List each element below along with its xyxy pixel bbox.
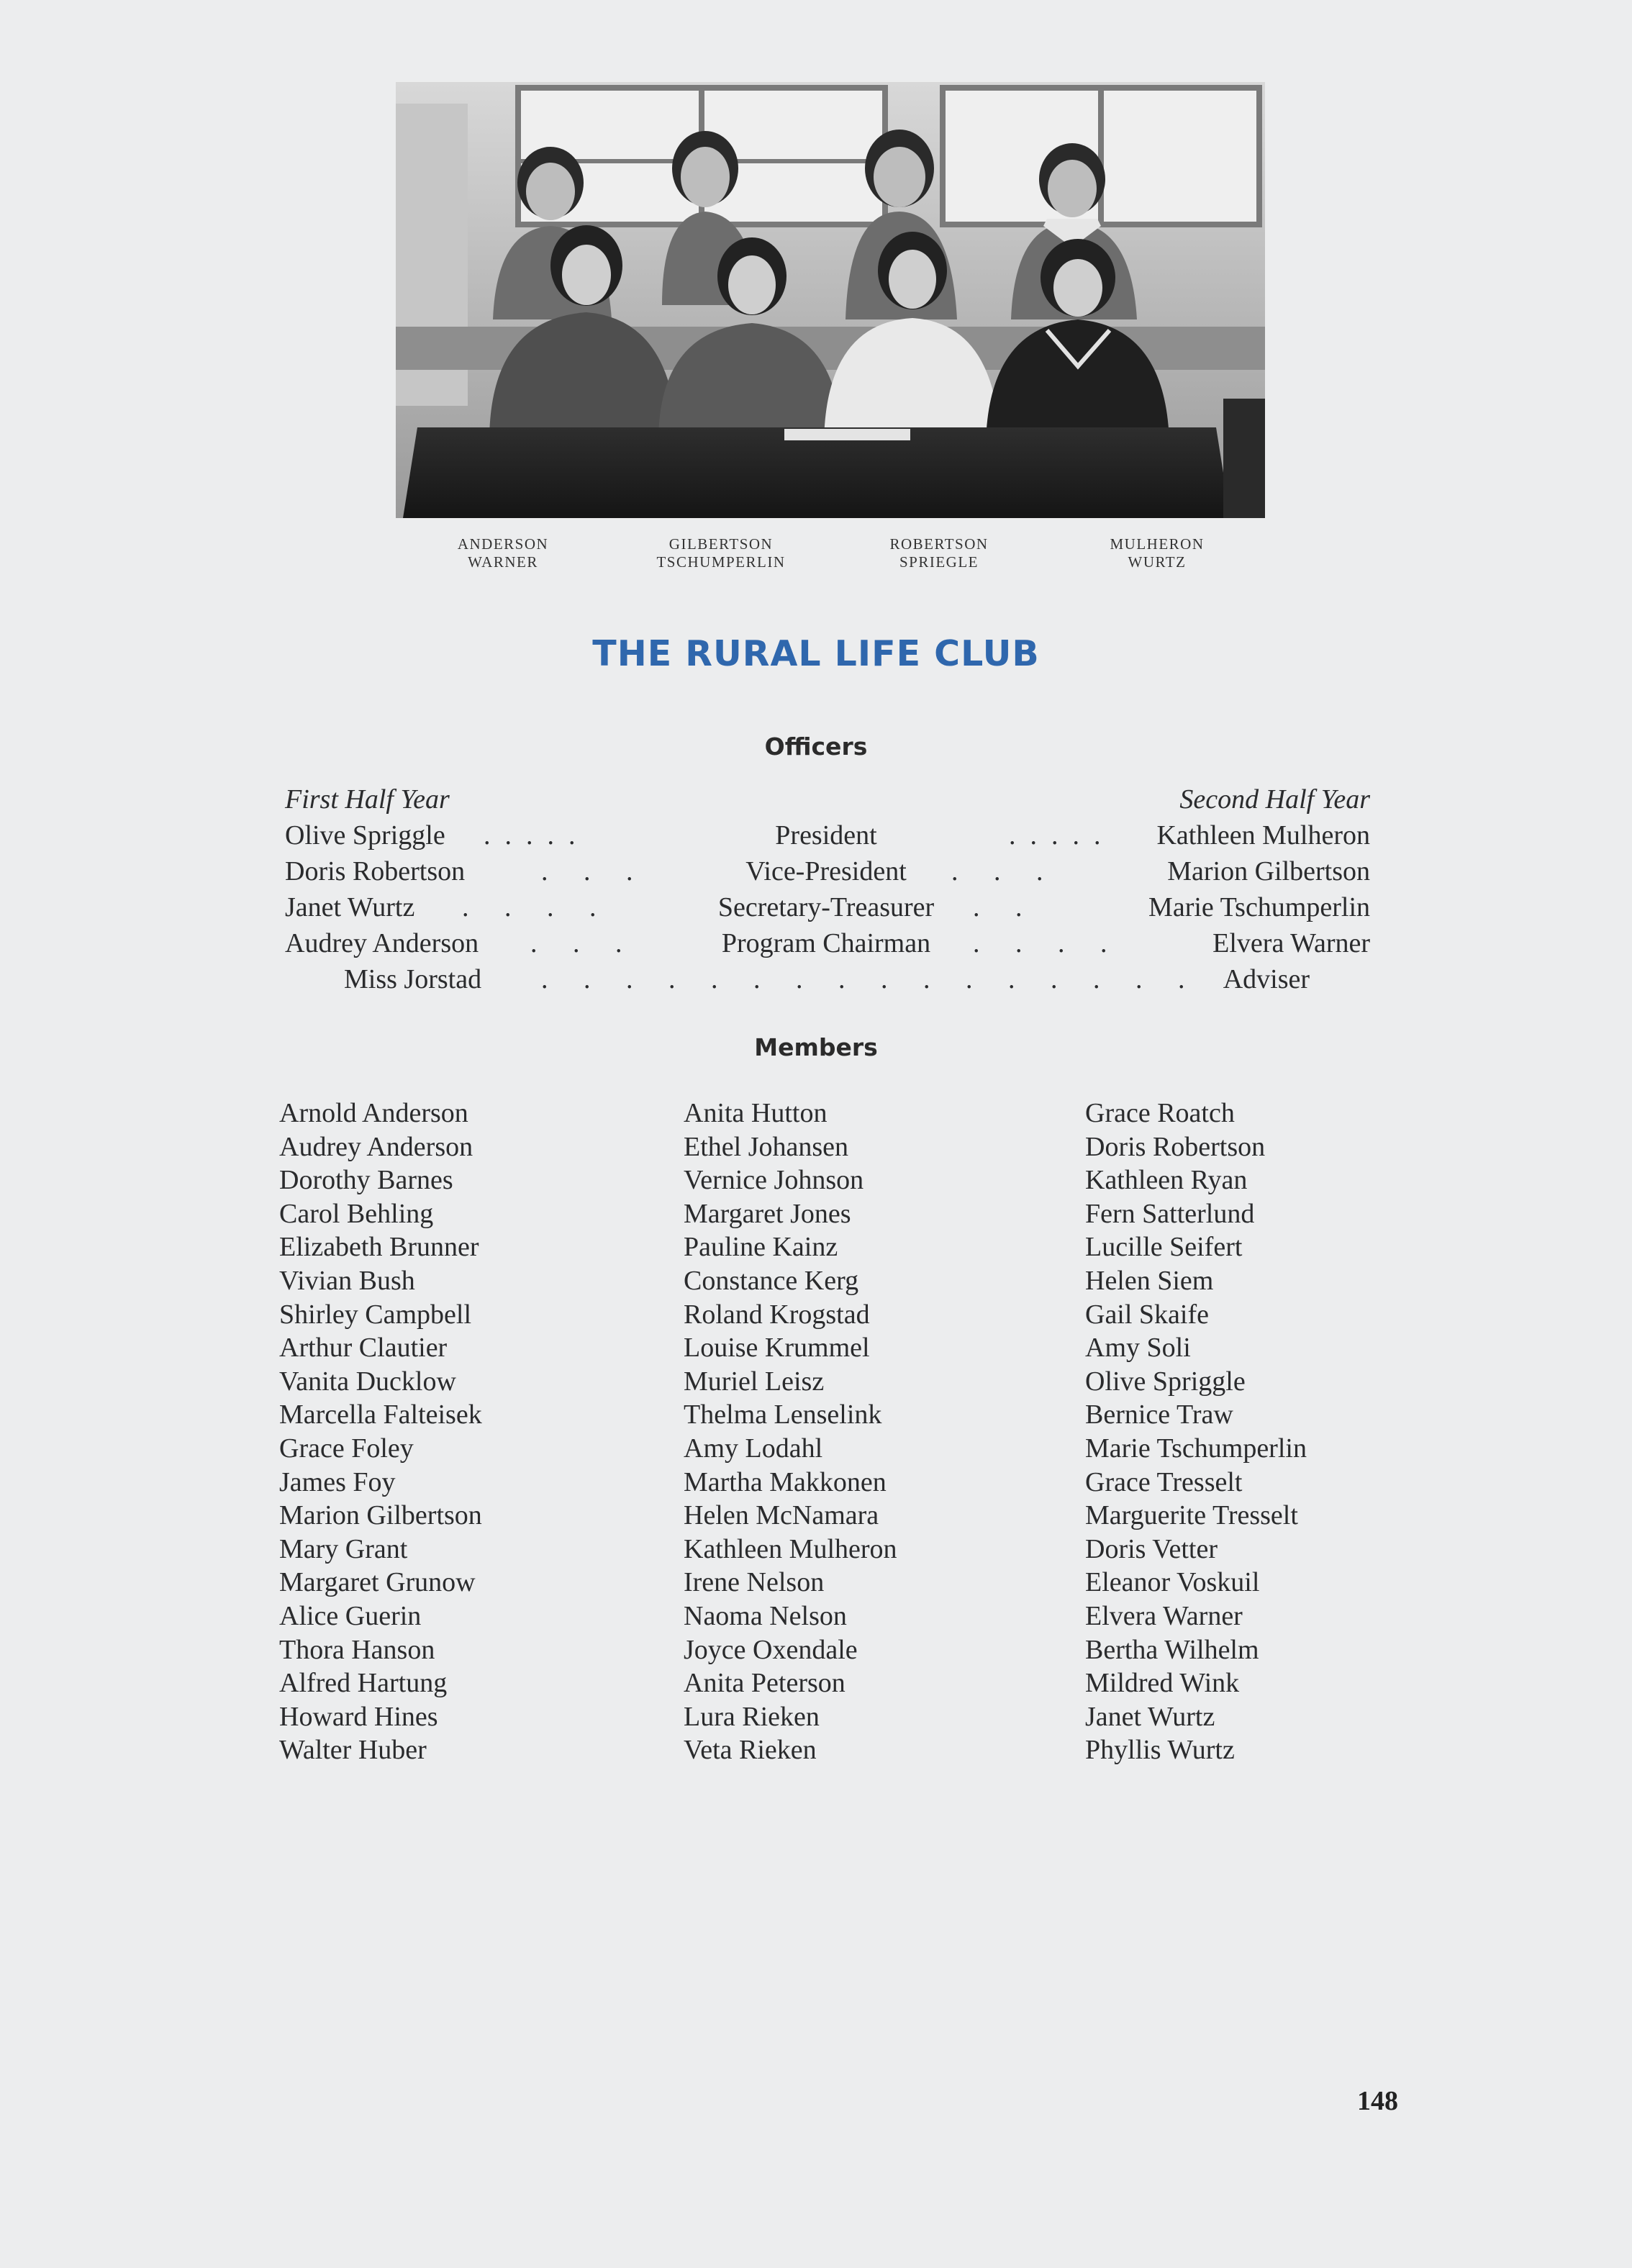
officer-office: Vice-President — [745, 856, 907, 886]
member-name: Veta Rieken — [684, 1735, 817, 1766]
member-name: Joyce Oxendale — [684, 1634, 858, 1665]
member-name: Amy Lodahl — [684, 1433, 823, 1464]
leader-dots: . . . — [951, 856, 1058, 886]
leader-dots: . . . . — [462, 892, 611, 922]
officer-first-half: Olive Spriggle — [285, 820, 445, 850]
member-name: Alfred Hartung — [279, 1668, 448, 1699]
officer-second-half: Kathleen Mulheron — [1156, 820, 1370, 850]
leader-dots: ..... — [484, 820, 590, 850]
member-name: Helen McNamara — [684, 1500, 879, 1531]
member-name: Constance Kerg — [684, 1265, 859, 1296]
member-name: Elizabeth Brunner — [279, 1232, 479, 1263]
member-name: Kathleen Mulheron — [684, 1533, 897, 1564]
member-name: Grace Roatch — [1085, 1098, 1235, 1128]
caption-3-bottom: SPRIEGLE — [899, 553, 979, 571]
caption-2 — [613, 535, 829, 571]
member-name: Fern Satterlund — [1085, 1198, 1255, 1229]
page-title: THE RURAL LIFE CLUB — [592, 633, 1040, 674]
officer-first-half: Doris Robertson — [285, 856, 466, 886]
member-name: Shirley Campbell — [279, 1299, 472, 1330]
caption-2-top: GILBERTSON — [668, 535, 774, 553]
member-name: Helen Siem — [1085, 1265, 1214, 1296]
page-number: 148 — [1357, 2086, 1398, 2116]
adviser-row — [282, 961, 1370, 997]
leader-dots: . . . — [530, 928, 637, 958]
member-name: Audrey Anderson — [279, 1131, 473, 1162]
member-name: Phyllis Wurtz — [1085, 1735, 1235, 1766]
member-name: Gail Skaife — [1085, 1299, 1210, 1330]
caption-2-bottom: TSCHUMPERLIN — [656, 553, 786, 571]
member-name: Thelma Lenselink — [684, 1400, 882, 1430]
member-name: Irene Nelson — [684, 1567, 825, 1598]
member-name: Grace Foley — [279, 1433, 414, 1464]
member-name: Marcella Falteisek — [279, 1400, 482, 1430]
caption-3 — [831, 535, 1047, 571]
member-name: Bernice Traw — [1085, 1400, 1233, 1430]
member-name: Louise Krummel — [684, 1333, 870, 1364]
leader-dots: . . . . — [973, 928, 1122, 958]
member-name: Roland Krogstad — [684, 1299, 870, 1330]
member-name: Martha Makkonen — [684, 1466, 887, 1497]
officers-header-row — [282, 781, 1370, 817]
member-name: Vernice Johnson — [684, 1165, 864, 1196]
member-name: James Foy — [279, 1466, 396, 1497]
member-name: Howard Hines — [279, 1701, 438, 1732]
leader-dots: ..... — [1009, 820, 1115, 850]
caption-1 — [395, 535, 611, 571]
member-name: Thora Hanson — [279, 1634, 435, 1665]
caption-1-top: ANDERSON — [457, 535, 549, 553]
leader-dots: . . . — [541, 856, 648, 886]
caption-4-top: MULHERON — [1110, 535, 1205, 553]
member-name: Muriel Leisz — [684, 1366, 825, 1397]
member-name: Vanita Ducklow — [279, 1366, 456, 1397]
officer-office: Secretary-Treasurer — [717, 892, 935, 922]
member-name: Margaret Jones — [684, 1198, 851, 1229]
caption-4 — [1049, 535, 1265, 571]
caption-3-top: ROBERTSON — [889, 535, 989, 553]
member-name: Alice Guerin — [279, 1600, 422, 1631]
members-column-2 — [684, 1097, 1058, 1767]
member-name: Dorothy Barnes — [279, 1165, 453, 1196]
members-column-3 — [1085, 1097, 1459, 1767]
members-column-1 — [279, 1097, 653, 1767]
member-name: Naoma Nelson — [684, 1600, 847, 1631]
member-name: Amy Soli — [1085, 1333, 1191, 1364]
officer-first-half: Audrey Anderson — [285, 928, 479, 958]
member-name: Anita Peterson — [684, 1668, 846, 1699]
officers-heading: Officers — [764, 732, 868, 761]
officer-row — [282, 925, 1370, 961]
officer-row — [282, 853, 1370, 889]
officers-table — [282, 781, 1370, 997]
member-name: Ethel Johansen — [684, 1131, 849, 1162]
member-name: Olive Spriggle — [1085, 1366, 1246, 1397]
member-name: Eleanor Voskuil — [1085, 1567, 1260, 1598]
leader-dots: . . . . . . . . . . . . . . . . — [541, 964, 1200, 994]
member-name: Walter Huber — [279, 1735, 427, 1766]
member-name: Lucille Seifert — [1085, 1232, 1243, 1263]
member-name: Marguerite Tresselt — [1085, 1500, 1298, 1531]
caption-4-bottom: WURTZ — [1128, 553, 1187, 571]
officer-second-half: Marion Gilbertson — [1167, 856, 1370, 886]
member-name: Vivian Bush — [279, 1265, 415, 1296]
member-name: Doris Vetter — [1085, 1533, 1218, 1564]
member-name: Mildred Wink — [1085, 1668, 1240, 1699]
member-name: Pauline Kainz — [684, 1232, 838, 1263]
member-name: Marie Tschumperlin — [1085, 1433, 1307, 1464]
group-photo-image — [396, 82, 1265, 518]
member-name: Arthur Clautier — [279, 1333, 448, 1364]
member-name: Mary Grant — [279, 1533, 408, 1564]
photo-captions — [0, 535, 1632, 579]
member-name: Anita Hutton — [684, 1098, 828, 1128]
first-half-year-label: First Half Year — [285, 784, 450, 815]
member-name: Arnold Anderson — [279, 1098, 468, 1128]
members-heading: Members — [754, 1033, 878, 1061]
officer-row — [282, 889, 1370, 925]
officer-second-half: Marie Tschumperlin — [1148, 892, 1370, 922]
officer-second-half: Elvera Warner — [1212, 928, 1370, 958]
member-name: Bertha Wilhelm — [1085, 1634, 1259, 1665]
member-name: Doris Robertson — [1085, 1131, 1266, 1162]
member-name: Janet Wurtz — [1085, 1701, 1215, 1732]
officer-office: Program Chairman — [721, 928, 931, 958]
member-name: Grace Tresselt — [1085, 1466, 1243, 1497]
member-name: Kathleen Ryan — [1085, 1165, 1248, 1196]
member-name: Elvera Warner — [1085, 1600, 1243, 1631]
member-name: Lura Rieken — [684, 1701, 820, 1732]
adviser-role: Adviser — [1223, 964, 1310, 994]
officer-first-half: Janet Wurtz — [285, 892, 415, 922]
second-half-year-label: Second Half Year — [1179, 784, 1370, 815]
member-name: Margaret Grunow — [279, 1567, 476, 1598]
group-photo — [396, 82, 1265, 518]
adviser-name: Miss Jorstad — [344, 964, 482, 994]
leader-dots: . . — [973, 892, 1037, 922]
officer-office: President — [775, 820, 877, 850]
member-name: Carol Behling — [279, 1198, 434, 1229]
officer-row — [282, 817, 1370, 853]
caption-1-bottom: WARNER — [468, 553, 538, 571]
member-name: Marion Gilbertson — [279, 1500, 482, 1531]
